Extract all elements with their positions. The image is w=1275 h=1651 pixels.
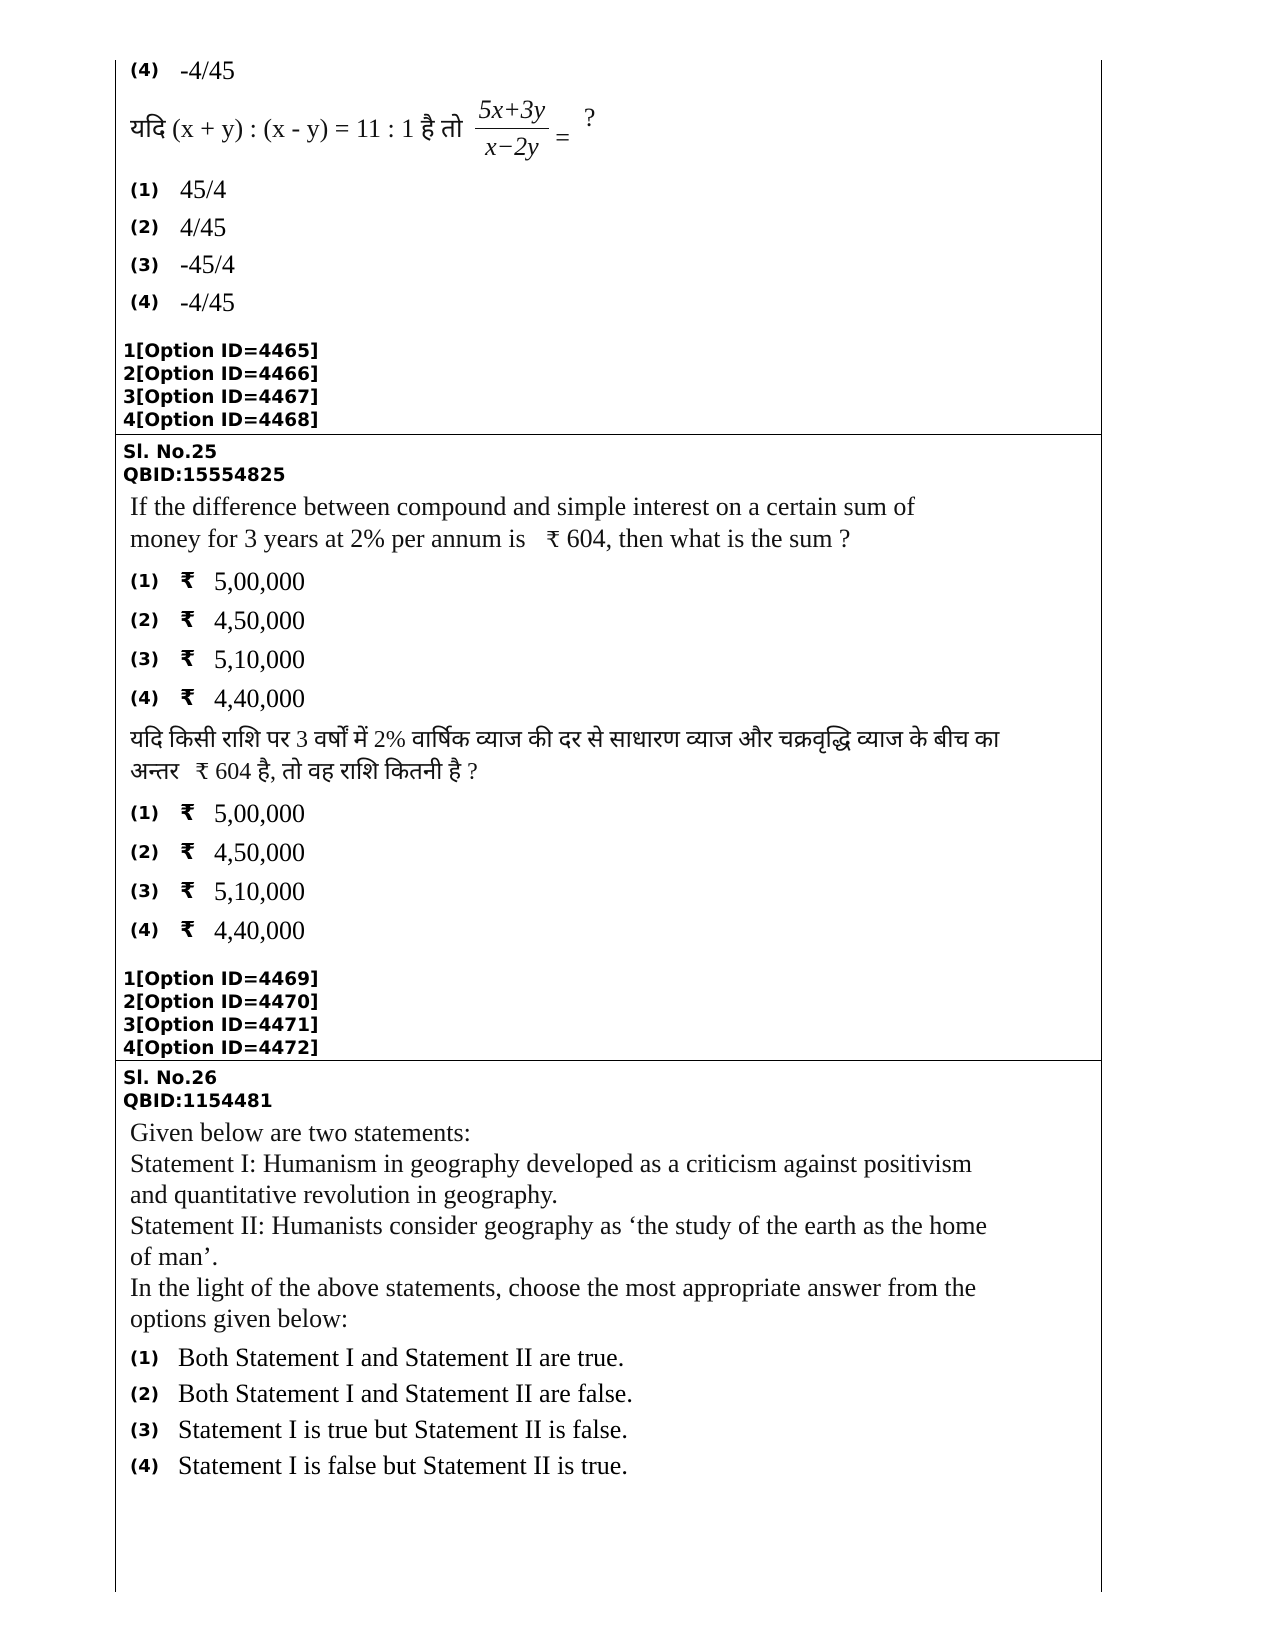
question-line: and quantitative revolution in geography. [130,1180,558,1209]
option-number: (3) [130,1419,159,1441]
row-divider [116,1060,1101,1061]
option-text: Statement I is false but Statement II is true. [178,1451,628,1480]
option-text: -4/45 [180,55,235,85]
option-row [130,1412,1101,1448]
option-id: 4[Option ID=4468] [123,409,319,431]
option-ids [123,340,1101,432]
option-text: 5,10,000 [214,876,305,906]
option-number: (2) [130,842,159,863]
qbid: QBID:15554825 [123,465,286,486]
question-line-part: money for 3 years at 2% per annum is [130,524,526,553]
option-id: 1[Option ID=4465] [123,340,319,362]
option-row [130,1340,1101,1376]
qbid: QBID:1154481 [123,1091,273,1112]
question-24-tail [116,55,1101,432]
option-text: -45/4 [180,250,235,280]
option-number: (4) [130,292,159,314]
question-line-part: 604, then what is the sum ? [566,524,851,553]
option-id: 3[Option ID=4471] [123,1015,319,1036]
question-line-part: 604 है, तो वह राशि कितनी है ? [215,759,478,785]
option-number: (1) [130,803,159,824]
option-row [130,679,1101,718]
option-text: 4,40,000 [214,683,305,713]
question-text-hindi [130,724,1101,788]
option-text: -4/45 [180,287,235,317]
question-25 [116,441,1101,1060]
option-text: 4,50,000 [214,837,305,867]
options-list [116,172,1101,322]
rupee-icon: ₹ [180,918,196,943]
question-line: Statement I: Humanism in geography developed as a criticism against positivism [130,1149,972,1178]
options-list-english [116,562,1101,718]
question-line [130,756,1101,788]
question-text-english [130,491,1101,556]
option-row [130,872,1101,911]
option-text: 5,00,000 [214,798,305,828]
rupee-icon: ₹ [180,879,196,904]
option-row [130,911,1101,950]
option-row [130,601,1101,640]
options-list [116,1340,1101,1484]
option-text: Both Statement I and Statement II are true. [178,1343,625,1372]
question-line: यदि किसी राशि पर 3 वर्षों में 2% वार्षिक व्याज की दर से साधारण व्याज और चक्रवृद्धि व्याज के बीच का [130,727,1000,753]
question-header [123,441,1101,487]
option-number: (1) [130,1347,159,1369]
row-divider [116,434,1101,435]
question-line: options given below: [130,1304,349,1333]
option-row [130,794,1101,833]
option-text: 4,40,000 [214,915,305,945]
option-number: (4) [130,1455,159,1477]
rupee-icon: ₹ [180,608,196,633]
question-header [123,1067,1101,1113]
rupee-icon: ₹ [180,647,196,672]
option-number: (2) [130,217,159,239]
fraction [475,94,550,163]
option-id: 2[Option ID=4470] [123,992,319,1013]
option-text: 4/45 [180,212,227,242]
option-number: (4) [130,60,159,82]
equals-sign: = [555,122,570,152]
options-list-hindi [116,794,1101,950]
option-number: (3) [130,881,159,902]
option-id: 3[Option ID=4467] [123,386,319,408]
rupee-icon: ₹ [546,527,561,552]
question-line [130,523,1101,556]
option-number: (3) [130,649,159,670]
question-line: Given below are two statements: [130,1118,471,1147]
rupee-icon: ₹ [180,686,196,711]
option-number: (4) [130,688,159,709]
option-id: 1[Option ID=4469] [123,969,319,990]
question-text [130,1117,1101,1334]
option-id: 2[Option ID=4466] [123,363,319,385]
fraction-denominator: x−2y [485,132,539,161]
option-number: (4) [130,920,159,941]
question-prefix: यदि (x + y) : (x - y) = 11 : 1 है तो [130,113,463,143]
question-line: If the difference between compound and simple interest on a certain sum of [130,492,916,521]
option-number: (1) [130,179,159,201]
option-row [130,247,1101,285]
serial-number: Sl. No.25 [123,442,218,463]
option-text: 45/4 [180,175,227,205]
option-row [130,172,1101,210]
question-line-part: अन्तर [130,759,180,785]
option-number: (2) [130,610,159,631]
option-number: (2) [130,1383,159,1405]
question-line: In the light of the above statements, choose the most appropriate answer from the [130,1273,977,1302]
option-row [130,284,1101,322]
option-number: (1) [130,571,159,592]
option-text: Statement I is true but Statement II is false. [178,1415,628,1444]
option-row [130,833,1101,872]
rupee-icon: ₹ [180,801,196,826]
rupee-icon: ₹ [180,569,196,594]
option-row [130,1448,1101,1484]
option-text: 5,00,000 [214,566,305,596]
option-row [130,640,1101,679]
fraction-numerator: 5x+3y [475,94,550,129]
option-text: Both Statement I and Statement II are false. [178,1379,633,1408]
question-text-hindi [130,94,1101,164]
option-row [130,562,1101,601]
option-text: 5,10,000 [214,644,305,674]
question-mark: ? [583,102,596,132]
question-table [115,55,1102,1592]
question-line: of man’. [130,1242,219,1271]
option-ids [123,968,1101,1060]
question-26 [116,1067,1101,1484]
rupee-icon: ₹ [195,759,210,784]
option-row [130,1376,1101,1412]
option-number: (3) [130,254,159,276]
rupee-icon: ₹ [180,840,196,865]
option-id: 4[Option ID=4472] [123,1038,319,1059]
option-row [130,209,1101,247]
option-text: 4,50,000 [214,605,305,635]
question-line: Statement II: Humanists consider geography as ‘the study of the earth as the home [130,1211,988,1240]
option-row [130,52,1101,90]
serial-number: Sl. No.26 [123,1068,218,1089]
